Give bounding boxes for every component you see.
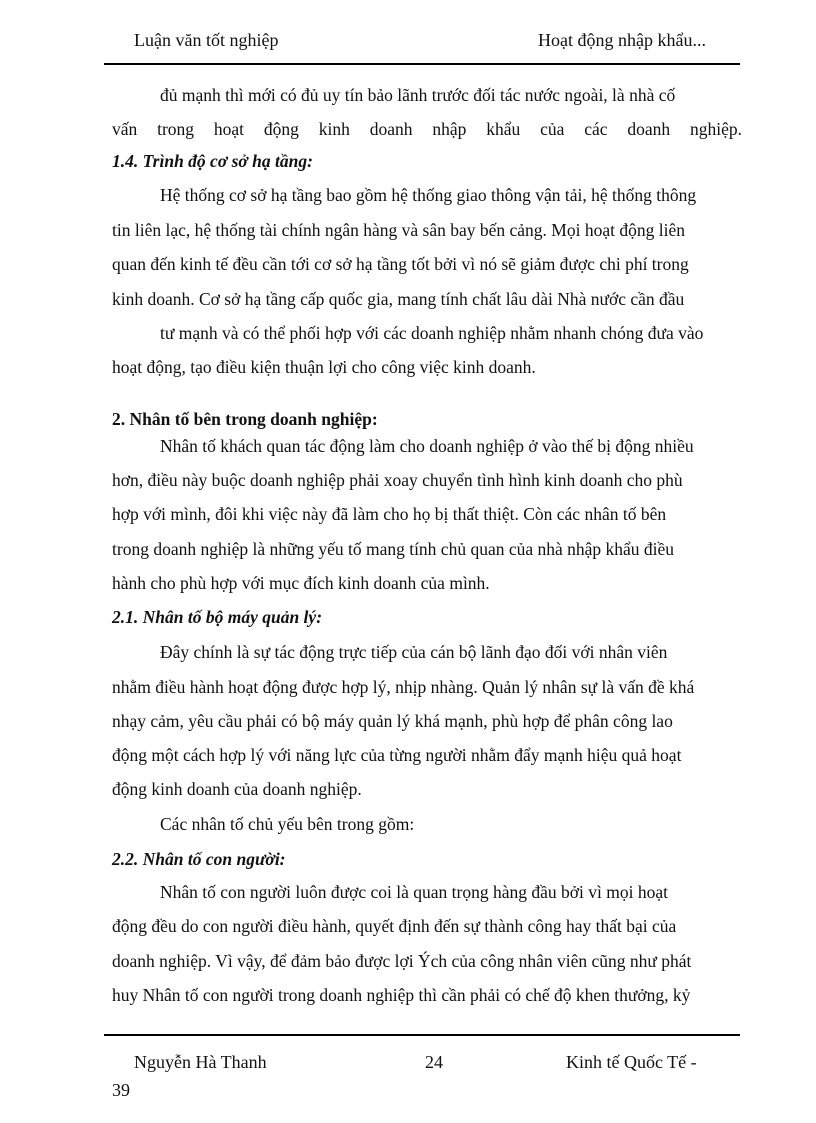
page-number: 24 — [425, 1052, 443, 1072]
section-heading: 1.4. Trình độ cơ sở hạ tầng: — [112, 151, 313, 171]
body-line: hành cho phù hợp với mục đích kinh doanh của mình. — [112, 573, 490, 593]
header-left-title: Luận văn tốt nghiệp — [134, 30, 279, 50]
section-heading: 2.1. Nhân tố bộ máy quản lý: — [112, 607, 323, 627]
section-heading: 2. Nhân tố bên trong doanh nghiệp: — [112, 409, 378, 429]
body-line: đủ mạnh thì mới có đủ uy tín bảo lãnh trước đối tác nước ngoài, là nhà cố — [160, 85, 676, 105]
body-line: Nhân tố khách quan tác động làm cho doanh nghiệp ở vào thế bị động nhiều — [160, 436, 694, 456]
section-heading: 2.2. Nhân tố con người: — [112, 849, 286, 869]
body-line: trong doanh nghiệp là những yếu tố mang tính chủ quan của nhà nhập khẩu điều — [112, 539, 675, 559]
body-line: hợp với mình, đôi khi việc này đã làm cho họ bị thất thiệt. Còn các nhân tố bên — [112, 504, 667, 524]
body-line: hơn, điều này buộc doanh nghiệp phải xoay chuyển tình hình kinh doanh cho phù — [112, 470, 683, 490]
body-line: doanh nghiệp. Vì vậy, để đảm bảo được lợi Ých của công nhân viên cũng như phát — [112, 951, 692, 971]
header-divider — [104, 63, 740, 65]
body-line: động kinh doanh của doanh nghiệp. — [112, 779, 362, 799]
body-line: Đây chính là sự tác động trực tiếp của cán bộ lãnh đạo đối với nhân viên — [160, 642, 668, 662]
body-line: Nhân tố con người luôn được coi là quan trọng hàng đầu bởi vì mọi hoạt — [160, 882, 668, 902]
body-line: tin liên lạc, hệ thống tài chính ngân hàng và sân bay bến cảng. Mọi hoạt động liên — [112, 220, 685, 240]
body-line: nhằm điều hành hoạt động được hợp lý, nhịp nhàng. Quản lý nhân sự là vấn đề khá — [112, 677, 695, 697]
body-line: kinh doanh. Cơ sở hạ tầng cấp quốc gia, mang tính chất lâu dài Nhà nước cần đầu — [112, 289, 685, 309]
body-line: Hệ thống cơ sở hạ tầng bao gồm hệ thống giao thông vận tải, hệ thống thông — [160, 185, 697, 205]
body-line: động một cách hợp lý với năng lực của từng người nhằm đẩy mạnh hiệu quả hoạt — [112, 745, 682, 765]
footer-divider — [104, 1034, 740, 1036]
body-line: động đều do con người điều hành, quyết định đến sự thành công hay thất bại của — [112, 916, 677, 936]
body-line: hoạt động, tạo điều kiện thuận lợi cho công việc kinh doanh. — [112, 357, 536, 377]
body-line: huy Nhân tố con người trong doanh nghiệp thì cần phải có chế độ khen thưởng, kỷ — [112, 985, 691, 1005]
footer-class: Kinh tế Quốc Tế - — [566, 1052, 697, 1072]
body-line: Các nhân tố chủ yếu bên trong gồm: — [160, 814, 415, 834]
footer-class-suffix: 39 — [112, 1080, 130, 1100]
body-line: quan đến kinh tế đều cần tới cơ sở hạ tầng tốt bởi vì nó sẽ giảm được chi phí trong — [112, 254, 689, 274]
body-line: nhạy cảm, yêu cầu phải có bộ máy quản lý khá mạnh, phù hợp để phân công lao — [112, 711, 673, 731]
header-right-title: Hoạt động nhập khẩu... — [538, 30, 706, 50]
body-line: vấn trong hoạt động kinh doanh nhập khẩu của các doanh nghiệp. — [112, 119, 742, 139]
footer-author: Nguyễn Hà Thanh — [134, 1052, 267, 1072]
body-line: tư mạnh và có thể phối hợp với các doanh nghiệp nhằm nhanh chóng đưa vào — [160, 323, 704, 343]
